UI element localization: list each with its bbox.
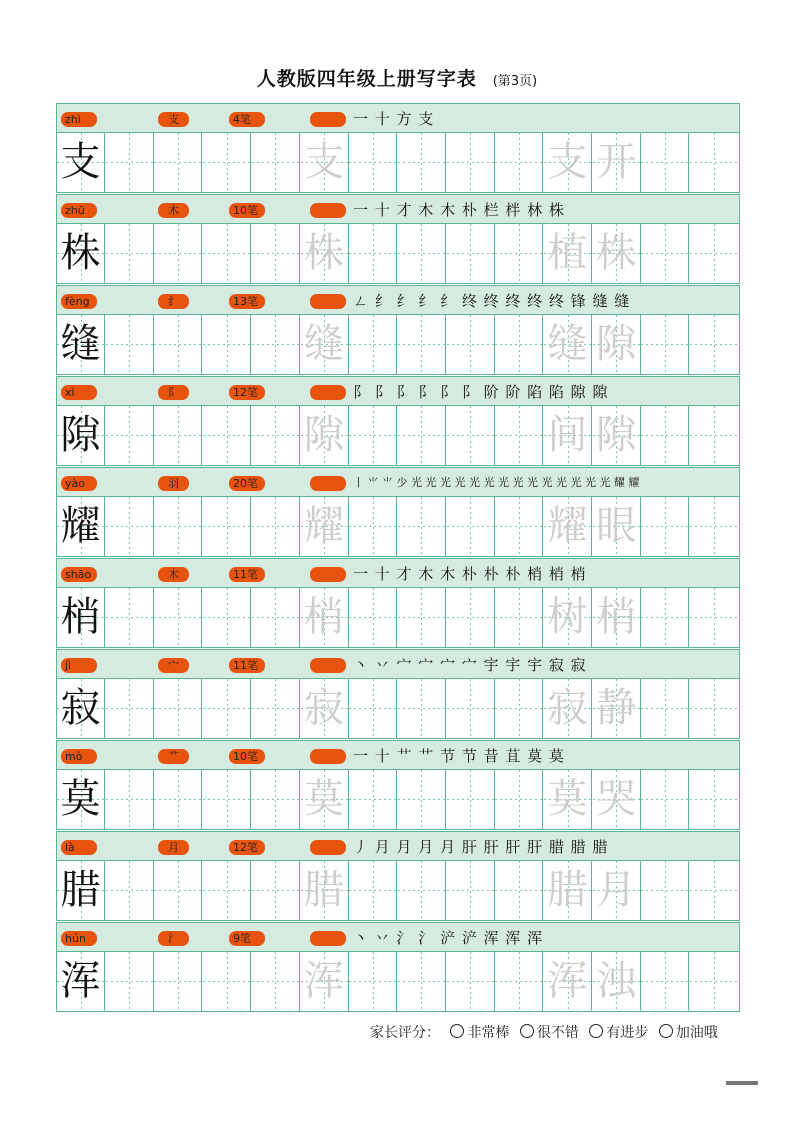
writing-cell[interactable] (154, 406, 202, 465)
writing-cell[interactable] (57, 861, 105, 920)
writing-cell[interactable] (349, 497, 397, 556)
writing-cell[interactable] (57, 770, 105, 829)
stroke-sequence: 丿 月 月 月 月 肝 肝 肝 肝 腊 腊 腊 (353, 838, 609, 856)
model-character: 浑 (60, 958, 101, 1004)
radical-label: 阝 (158, 385, 189, 400)
word-character-1: 植 (547, 230, 588, 276)
writing-cell[interactable] (349, 861, 397, 920)
writing-cell[interactable] (495, 497, 543, 556)
writing-cell[interactable] (544, 952, 592, 1011)
word-character-2: 隙 (596, 321, 637, 367)
writing-cell[interactable] (252, 406, 300, 465)
stroke-count-label: 13笔 (229, 294, 265, 309)
writing-cell[interactable] (301, 315, 349, 374)
writing-cell[interactable] (106, 224, 154, 283)
writing-cell[interactable] (203, 588, 251, 647)
writing-cell[interactable] (203, 315, 251, 374)
writing-cell[interactable] (398, 133, 446, 192)
writing-cell[interactable] (641, 497, 689, 556)
writing-cell[interactable] (349, 770, 397, 829)
writing-cell[interactable] (154, 133, 202, 192)
writing-cell[interactable] (641, 679, 689, 738)
writing-cell[interactable] (203, 770, 251, 829)
word-character-1: 间 (547, 412, 588, 458)
writing-cell[interactable] (690, 679, 738, 738)
writing-cell[interactable] (447, 497, 495, 556)
radical-label: 月 (158, 840, 189, 855)
writing-cell[interactable] (301, 770, 349, 829)
word-character-1: 支 (547, 139, 588, 185)
writing-cell[interactable] (252, 770, 300, 829)
writing-cell[interactable] (252, 315, 300, 374)
writing-cell[interactable] (57, 679, 105, 738)
pinyin-label: shāo (61, 567, 97, 582)
radio-circle-icon[interactable] (659, 1024, 673, 1038)
writing-cell[interactable] (301, 224, 349, 283)
writing-cell[interactable] (57, 224, 105, 283)
radical-label: 木 (158, 567, 189, 582)
writing-cell[interactable] (106, 497, 154, 556)
writing-cell[interactable] (349, 952, 397, 1011)
character-row (56, 831, 740, 921)
writing-cell[interactable] (106, 952, 154, 1011)
writing-cell[interactable] (349, 588, 397, 647)
word-character-1: 缝 (547, 321, 588, 367)
writing-cell[interactable] (544, 770, 592, 829)
trace-character: 耀 (304, 503, 344, 549)
word-character-1: 寂 (547, 685, 588, 731)
word-character-2: 开 (596, 139, 637, 185)
writing-cell[interactable] (252, 224, 300, 283)
writing-cell[interactable] (203, 224, 251, 283)
row-header (57, 923, 739, 952)
character-row (56, 376, 740, 466)
word-character-2: 哭 (596, 776, 637, 822)
stroke-count-label: 20笔 (229, 476, 265, 491)
writing-cell[interactable] (690, 952, 738, 1011)
writing-cell[interactable] (593, 315, 641, 374)
writing-cell[interactable] (593, 679, 641, 738)
stroke-sequence: 阝 阝 阝 阝 阝 阝 阶 阶 陷 陷 隙 隙 (353, 383, 609, 401)
writing-cell[interactable] (690, 406, 738, 465)
blank-tag (310, 476, 346, 491)
writing-grid (57, 315, 739, 374)
writing-cell[interactable] (106, 406, 154, 465)
blank-tag (310, 203, 346, 218)
eval-option-keep-going[interactable]: 加油哦 (659, 1025, 718, 1041)
writing-cell[interactable] (301, 861, 349, 920)
radical-label: 艹 (158, 749, 189, 764)
writing-cell[interactable] (447, 679, 495, 738)
writing-cell[interactable] (641, 315, 689, 374)
writing-cell[interactable] (495, 679, 543, 738)
writing-cell[interactable] (447, 770, 495, 829)
stroke-count-label: 10笔 (229, 749, 265, 764)
writing-grid (57, 588, 739, 647)
row-header (57, 832, 739, 861)
parent-eval-label: 家长评分： (370, 1025, 440, 1041)
writing-grid (57, 952, 739, 1011)
writing-cell[interactable] (593, 861, 641, 920)
blank-tag (310, 658, 346, 673)
writing-cell[interactable] (690, 861, 738, 920)
writing-cell[interactable] (154, 315, 202, 374)
trace-character: 寂 (304, 685, 344, 731)
writing-cell[interactable] (301, 588, 349, 647)
blank-tag (310, 749, 346, 764)
writing-cell[interactable] (641, 406, 689, 465)
page-number: (第3页) (492, 74, 538, 89)
writing-cell[interactable] (495, 861, 543, 920)
writing-cell[interactable] (203, 133, 251, 192)
writing-cell[interactable] (495, 315, 543, 374)
word-character-1: 腊 (547, 867, 588, 913)
character-row (56, 194, 740, 284)
writing-cell[interactable] (690, 588, 738, 647)
writing-cell[interactable] (495, 133, 543, 192)
blank-tag (310, 931, 346, 946)
writing-grid (57, 861, 739, 920)
writing-cell[interactable] (544, 588, 592, 647)
radical-label: 木 (158, 203, 189, 218)
writing-cell[interactable] (57, 133, 105, 192)
writing-cell[interactable] (57, 497, 105, 556)
stroke-sequence: 丶 丷 氵 氵 浐 浐 浑 浑 浑 (353, 929, 544, 947)
writing-cell[interactable] (349, 133, 397, 192)
writing-cell[interactable] (154, 679, 202, 738)
row-header (57, 286, 739, 315)
writing-cell[interactable] (690, 315, 738, 374)
writing-cell[interactable] (495, 952, 543, 1011)
trace-character: 莫 (304, 776, 344, 822)
word-character-2: 株 (596, 230, 637, 276)
radical-label: 羽 (158, 476, 189, 491)
writing-cell[interactable] (203, 679, 251, 738)
eval-option-great[interactable]: 非常棒 (450, 1025, 509, 1041)
character-row (56, 740, 740, 830)
writing-cell[interactable] (447, 588, 495, 647)
writing-cell[interactable] (57, 315, 105, 374)
writing-cell[interactable] (349, 224, 397, 283)
writing-cell[interactable] (106, 588, 154, 647)
writing-cell[interactable] (641, 224, 689, 283)
writing-cell[interactable] (544, 315, 592, 374)
trace-character: 浑 (304, 958, 344, 1004)
writing-cell[interactable] (252, 952, 300, 1011)
writing-cell[interactable] (544, 406, 592, 465)
writing-cell[interactable] (252, 588, 300, 647)
writing-cell[interactable] (154, 497, 202, 556)
writing-grid (57, 497, 739, 556)
model-character: 缝 (60, 321, 101, 367)
writing-cell[interactable] (544, 861, 592, 920)
page-title (0, 64, 794, 91)
writing-cell[interactable] (544, 133, 592, 192)
radical-label: 宀 (158, 658, 189, 673)
pinyin-label: mò (61, 749, 97, 764)
word-character-1: 浑 (547, 958, 588, 1004)
writing-cell[interactable] (398, 952, 446, 1011)
blank-tag (310, 567, 346, 582)
writing-cell[interactable] (641, 133, 689, 192)
pinyin-label: yào (61, 476, 97, 491)
stroke-sequence: 一 十 才 木 木 朴 栏 柈 林 株 (353, 201, 565, 219)
writing-grid (57, 224, 739, 283)
writing-cell[interactable] (106, 679, 154, 738)
writing-cell[interactable] (252, 861, 300, 920)
writing-cell[interactable] (641, 952, 689, 1011)
stroke-count-label: 11笔 (229, 567, 265, 582)
writing-cell[interactable] (495, 588, 543, 647)
trace-character: 隙 (304, 412, 344, 458)
writing-cell[interactable] (301, 406, 349, 465)
writing-cell[interactable] (301, 679, 349, 738)
writing-cell[interactable] (349, 679, 397, 738)
writing-cell[interactable] (641, 588, 689, 647)
word-character-1: 树 (547, 594, 588, 640)
writing-cell[interactable] (398, 770, 446, 829)
stroke-sequence: 丨 ⺌ ⺌ 少 光 光 光 光 光 光 光 光 光 光 光 光 光 光 耀 耀 (353, 476, 640, 489)
row-header (57, 195, 739, 224)
writing-cell[interactable] (593, 406, 641, 465)
writing-cell[interactable] (447, 952, 495, 1011)
word-character-2: 浊 (596, 958, 637, 1004)
writing-cell[interactable] (252, 679, 300, 738)
writing-cell[interactable] (106, 770, 154, 829)
writing-cell[interactable] (447, 133, 495, 192)
model-character: 支 (60, 139, 101, 185)
pinyin-label: hún (61, 931, 97, 946)
character-row (56, 103, 740, 193)
radio-circle-icon[interactable] (589, 1024, 603, 1038)
stroke-sequence: 一 十 才 木 木 朴 朴 朴 梢 梢 梢 (353, 565, 587, 583)
row-header (57, 559, 739, 588)
blank-tag (310, 112, 346, 127)
model-character: 莫 (60, 776, 101, 822)
stroke-sequence: 一 十 艹 艹 节 节 昔 苴 莫 莫 (353, 747, 565, 765)
character-row (56, 649, 740, 739)
writing-cell[interactable] (398, 679, 446, 738)
stroke-count-label: 11笔 (229, 658, 265, 673)
character-row (56, 922, 740, 1012)
writing-cell[interactable] (301, 952, 349, 1011)
word-character-2: 眼 (596, 503, 637, 549)
blank-tag (310, 385, 346, 400)
character-row (56, 467, 740, 557)
writing-cell[interactable] (593, 224, 641, 283)
writing-cell[interactable] (349, 315, 397, 374)
blank-tag (310, 294, 346, 309)
character-row (56, 285, 740, 375)
stroke-sequence: ㄥ 纟 纟 纟 纟 终 终 终 终 终 锋 缝 缝 (353, 292, 631, 310)
word-character-2: 静 (596, 685, 637, 731)
writing-cell[interactable] (641, 770, 689, 829)
writing-cell[interactable] (593, 952, 641, 1011)
model-character: 株 (60, 230, 101, 276)
writing-cell[interactable] (57, 406, 105, 465)
trace-character: 腊 (304, 867, 344, 913)
trace-character: 缝 (304, 321, 344, 367)
writing-cell[interactable] (154, 770, 202, 829)
writing-cell[interactable] (641, 861, 689, 920)
word-character-2: 月 (596, 867, 637, 913)
pinyin-label: zhū (61, 203, 97, 218)
writing-cell[interactable] (398, 861, 446, 920)
writing-cell[interactable] (690, 224, 738, 283)
stroke-count-label: 9笔 (229, 931, 265, 946)
blank-tag (310, 840, 346, 855)
writing-cell[interactable] (593, 770, 641, 829)
pinyin-label: zhì (61, 112, 97, 127)
trace-character: 支 (304, 139, 344, 185)
radical-label: 氵 (158, 931, 189, 946)
writing-cell[interactable] (252, 133, 300, 192)
writing-cell[interactable] (544, 224, 592, 283)
radio-circle-icon[interactable] (520, 1024, 534, 1038)
writing-cell[interactable] (154, 588, 202, 647)
pinyin-label: jì (61, 658, 97, 673)
writing-cell[interactable] (544, 679, 592, 738)
writing-cell[interactable] (203, 952, 251, 1011)
stroke-count-label: 12笔 (229, 385, 265, 400)
writing-cell[interactable] (495, 406, 543, 465)
writing-cell[interactable] (495, 770, 543, 829)
writing-grid (57, 770, 739, 829)
writing-cell[interactable] (447, 315, 495, 374)
word-character-2: 隙 (596, 412, 637, 458)
writing-cell[interactable] (154, 224, 202, 283)
writing-cell[interactable] (57, 588, 105, 647)
stroke-count-label: 4笔 (229, 112, 265, 127)
row-header (57, 741, 739, 770)
writing-cell[interactable] (106, 133, 154, 192)
writing-cell[interactable] (57, 952, 105, 1011)
model-character: 耀 (60, 503, 101, 549)
writing-cell[interactable] (252, 497, 300, 556)
row-header (57, 468, 739, 497)
pinyin-label: fèng (61, 294, 97, 309)
writing-cell[interactable] (349, 406, 397, 465)
row-header (57, 377, 739, 406)
writing-cell[interactable] (301, 133, 349, 192)
stroke-sequence: 一 十 方 支 (353, 110, 435, 128)
stroke-count-label: 10笔 (229, 203, 265, 218)
stroke-sequence: 丶 丷 宀 宀 宀 宀 宇 宇 宇 寂 寂 (353, 656, 587, 674)
trace-character: 梢 (304, 594, 344, 640)
writing-cell[interactable] (106, 315, 154, 374)
radio-circle-icon[interactable] (450, 1024, 464, 1038)
writing-grid (57, 679, 739, 738)
pinyin-label: là (61, 840, 97, 855)
writing-cell[interactable] (398, 588, 446, 647)
writing-cell[interactable] (203, 861, 251, 920)
radical-label: 纟 (158, 294, 189, 309)
writing-cell[interactable] (544, 497, 592, 556)
writing-cell[interactable] (301, 497, 349, 556)
model-character: 隙 (60, 412, 101, 458)
writing-cell[interactable] (398, 315, 446, 374)
writing-cell[interactable] (203, 497, 251, 556)
writing-cell[interactable] (593, 588, 641, 647)
row-header (57, 104, 739, 133)
writing-cell[interactable] (447, 861, 495, 920)
model-character: 梢 (60, 594, 101, 640)
writing-grid (57, 406, 739, 465)
eval-option-good[interactable]: 很不错 (520, 1025, 579, 1041)
writing-cell[interactable] (106, 861, 154, 920)
radical-label: 支 (158, 112, 189, 127)
character-row (56, 558, 740, 648)
writing-cell[interactable] (495, 224, 543, 283)
writing-cell[interactable] (154, 861, 202, 920)
word-character-2: 梢 (596, 594, 637, 640)
row-header (57, 650, 739, 679)
writing-cell[interactable] (398, 224, 446, 283)
pinyin-label: xì (61, 385, 97, 400)
writing-cell[interactable] (154, 952, 202, 1011)
model-character: 寂 (60, 685, 101, 731)
eval-option-progress[interactable]: 有进步 (589, 1025, 648, 1041)
writing-cell[interactable] (398, 497, 446, 556)
writing-cell[interactable] (447, 406, 495, 465)
stroke-count-label: 12笔 (229, 840, 265, 855)
writing-cell[interactable] (593, 497, 641, 556)
writing-grid (57, 133, 739, 192)
writing-cell[interactable] (593, 133, 641, 192)
word-character-1: 耀 (547, 503, 588, 549)
writing-cell[interactable] (398, 406, 446, 465)
parent-evaluation (370, 1022, 718, 1042)
writing-cell[interactable] (690, 770, 738, 829)
writing-cell[interactable] (690, 497, 738, 556)
writing-cell[interactable] (690, 133, 738, 192)
page-divider-mark (726, 1081, 758, 1085)
writing-cell[interactable] (203, 406, 251, 465)
title-text: 人教版四年级上册写字表 (256, 68, 477, 90)
model-character: 腊 (60, 867, 101, 913)
trace-character: 株 (304, 230, 344, 276)
writing-cell[interactable] (447, 224, 495, 283)
word-character-1: 莫 (547, 776, 588, 822)
